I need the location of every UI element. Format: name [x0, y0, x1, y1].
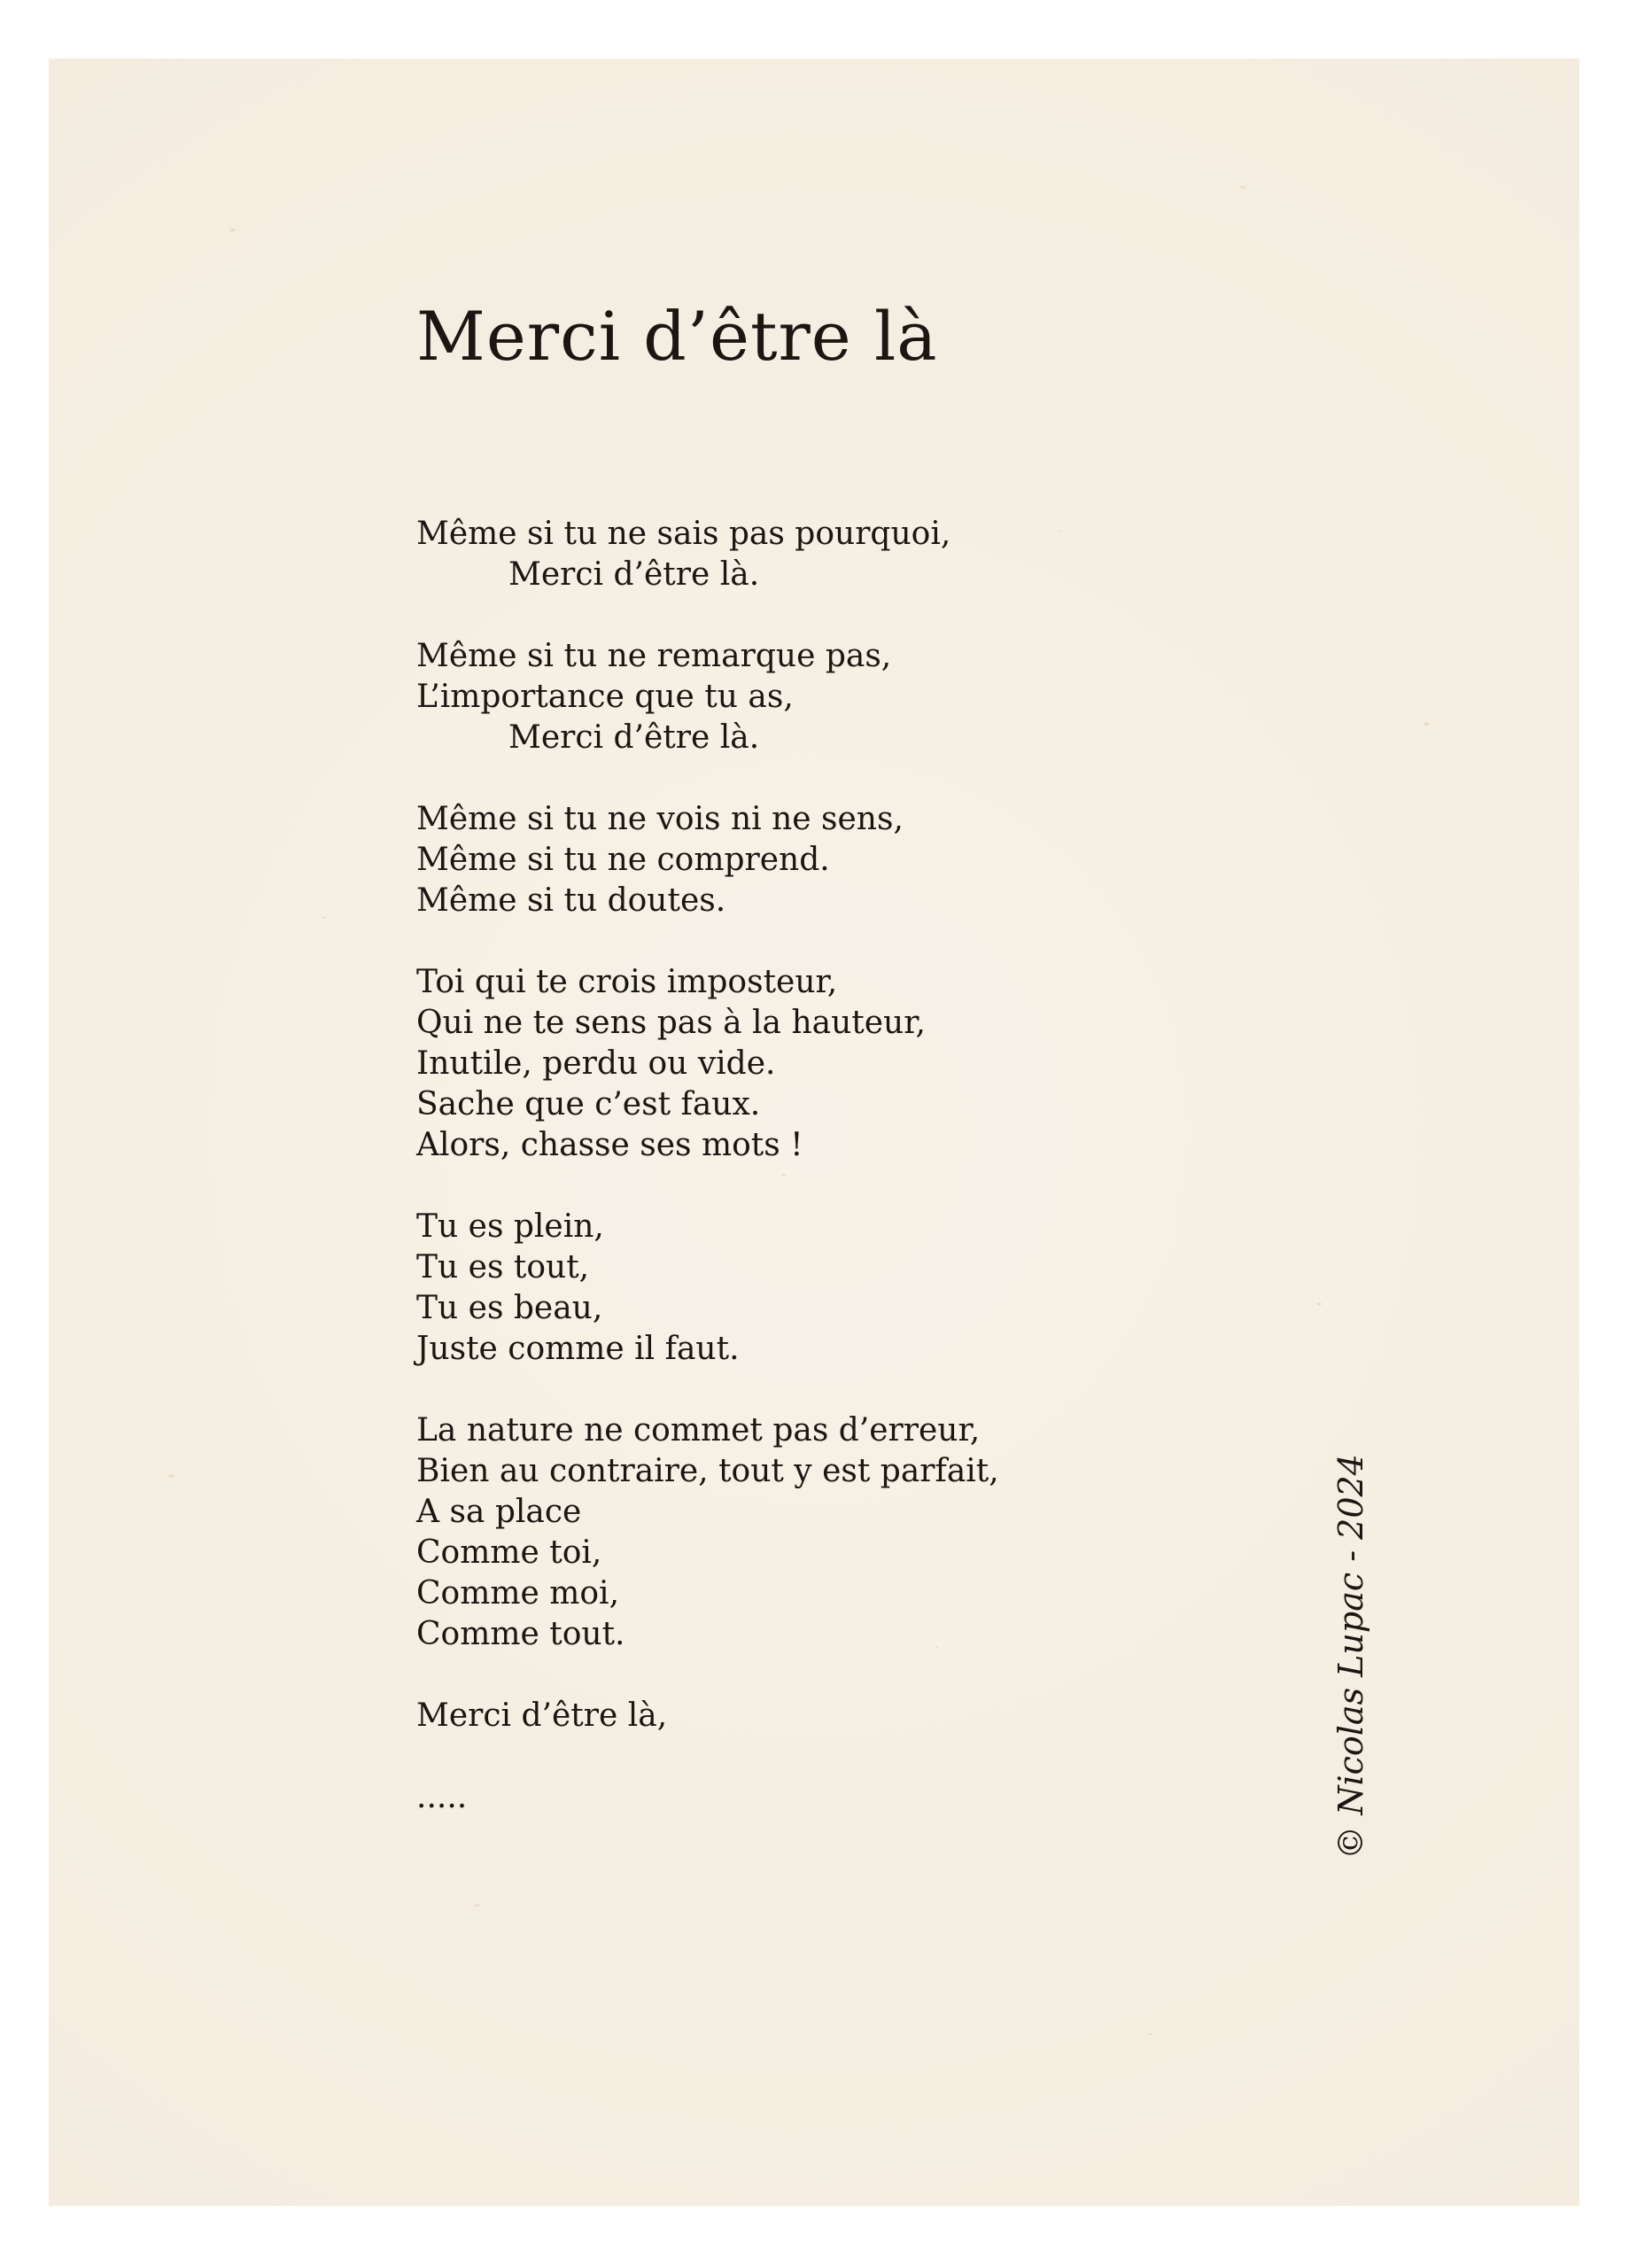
- stanza: [416, 514, 1214, 595]
- signature: [1311, 1454, 1391, 1860]
- poem-line: Juste comme il faut.: [416, 1331, 740, 1367]
- poem-line: Comme toi,: [416, 1534, 602, 1571]
- stanza: [416, 1410, 1214, 1655]
- poem-line: Sache que c’est faux.: [416, 1086, 761, 1122]
- poem-line: Tu es plein,: [416, 1208, 604, 1245]
- poem-line: Qui ne te sens pas à la hauteur,: [416, 1005, 926, 1041]
- stanza: [416, 636, 1214, 758]
- poem-line: A sa place: [416, 1494, 582, 1530]
- poem-line: Merci d’être là.: [508, 719, 760, 756]
- poem-line: Bien au contraire, tout y est parfait,: [416, 1453, 999, 1489]
- poem-line: La nature ne commet pas d’erreur,: [416, 1412, 981, 1449]
- poem-line: Même si tu ne remarque pas,: [416, 638, 892, 674]
- poem-line: Tu es tout,: [416, 1249, 590, 1285]
- poem-ending: .....: [416, 1779, 468, 1815]
- poem-line: Merci d’être là,: [416, 1697, 668, 1734]
- poem-line: Comme tout.: [416, 1616, 625, 1652]
- poem-stanzas: [416, 514, 1214, 1736]
- poem-line: Merci d’être là.: [508, 556, 760, 593]
- poem: [416, 292, 1214, 1818]
- poem-line: Même si tu ne vois ni ne sens,: [416, 801, 904, 837]
- stanza: [416, 1207, 1214, 1370]
- poem-line: Même si tu doutes.: [416, 882, 726, 919]
- poem-line: Comme moi,: [416, 1575, 620, 1612]
- poem-line: Même si tu ne sais pas pourquoi,: [416, 516, 951, 552]
- poem-line: L’importance que tu as,: [416, 679, 794, 715]
- signature-text: © Nicolas Lupac - 2024: [1331, 1454, 1370, 1860]
- stanza: [416, 962, 1214, 1166]
- poem-title: Merci d’être là: [416, 297, 938, 376]
- poem-line: Inutile, perdu ou vide.: [416, 1045, 776, 1082]
- poem-line: Tu es beau,: [416, 1290, 603, 1326]
- poem-line: Alors, chasse ses mots !: [416, 1127, 803, 1163]
- stanza: [416, 799, 1214, 921]
- poem-line: Même si tu ne comprend.: [416, 842, 830, 878]
- poem-line: Toi qui te crois imposteur,: [416, 964, 838, 1000]
- stanza: [416, 1696, 1214, 1736]
